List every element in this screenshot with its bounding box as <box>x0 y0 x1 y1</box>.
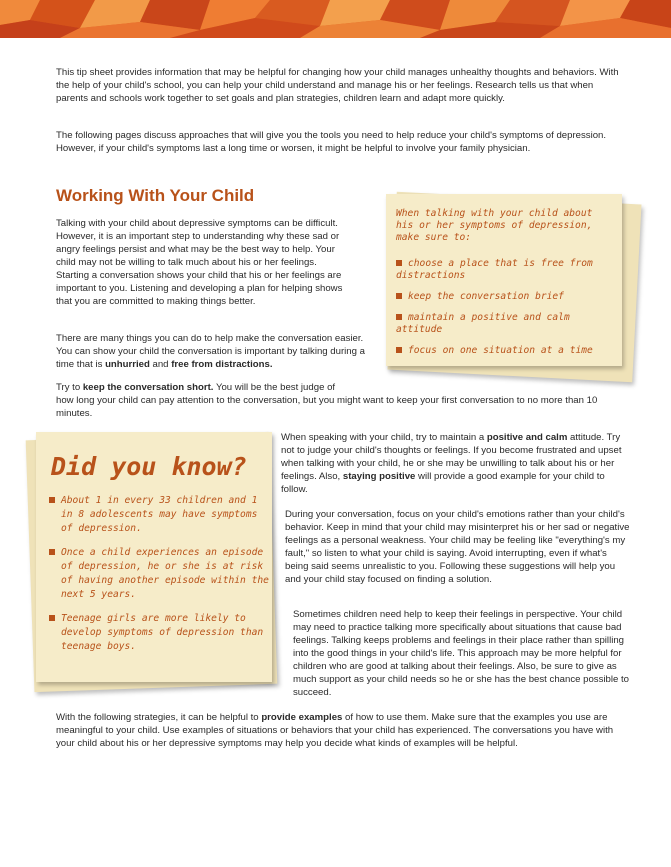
fact-item: Once a child experiences an episode of depression, he or she is at risk of having another episode within the next 5 years. <box>49 546 269 602</box>
did-you-know-title: Did you know? <box>51 452 247 481</box>
tip-item: choose a place that is free from distractions <box>396 258 593 281</box>
tip-item: maintain a positive and calm attitude <box>396 312 570 335</box>
right-paragraph-2: During your conversation, focus on your child's emotions rather than your child's behavior. Keep in mind that your child may misinterpret his or her sad or negative feelings as a personal weakness. Your child may be feeling like "everything's my fault," so listen to what your child is saying. Avoid interrupting, even if what's being said seems unrealistic to you. Following these suggestions will help you and your child stay focused on finding a solution. <box>285 509 630 585</box>
fact-item: About 1 in every 33 children and 1 in 8 adolescents may have symptoms of depression. <box>49 494 269 536</box>
fact-item: Teenage girls are more likely to develop symptoms of depression than teenage boys. <box>49 612 269 654</box>
tip-list <box>396 258 606 366</box>
did-you-know-list <box>49 494 269 664</box>
bullet-square-icon <box>49 497 55 503</box>
bullet-square-icon <box>49 549 55 555</box>
decorative-banner <box>0 0 671 38</box>
section-paragraph-2: There are many things you can do to help make the conversation easier. You can show your child the conversation is important by talking during a time that is unhurried and free from distractions. <box>56 333 365 370</box>
tip-note-title: When talking with your child about his or her symptoms of depression, make sure to: <box>396 208 593 243</box>
intro-paragraph-1: This tip sheet provides information that may be helpful for changing how your child manages unhealthy thoughts and behaviors. With the help of your child's school, you can help your child understand and manage his or her feelings. Research tells us that when parents and schools work together to set goals and plan strategies, children learn and adapt more quickly. <box>56 67 619 104</box>
section-heading: Working With Your Child <box>56 186 255 205</box>
bullet-square-icon <box>396 347 402 353</box>
bullet-square-icon <box>396 260 402 266</box>
bullet-square-icon <box>396 293 402 299</box>
tip-item: keep the conversation brief <box>396 291 606 303</box>
intro-paragraph-2: The following pages discuss approaches that will give you the tools you need to help reduce your child's symptoms of depression. However, if your child's symptoms last a long time or worsen, it might be helpful to involve your family physician. <box>56 130 607 154</box>
tip-item: focus on one situation at a time <box>396 345 606 357</box>
section-paragraph-1: Talking with your child about depressive symptoms can be difficult. However, it is an important step to understanding why these sad or angry feelings persist and what may be the best way to help. Your child may not be willing to talk much about his or her feelings. Starting a conversation shows your child that his or her feelings are important to you. Listening and developing a plan for helping shows that you are committed to making things better. <box>56 218 343 307</box>
bullet-square-icon <box>396 314 402 320</box>
right-paragraph-1: When speaking with your child, try to maintain a positive and calm attitude. Try not to judge your child's thoughts or feelings. If you become frustrated and upset when talking with your child, he or she may be unwilling to talk about his or her feelings. Also, staying positive will provide a good example for your child to follow. <box>281 432 622 495</box>
section-paragraph-3: Try to keep the conversation short. You will be the best judge of how long your child can pay attention to the conversation, but you might want to keep your first conversation to no more than 10 minutes. <box>56 382 598 419</box>
bullet-square-icon <box>49 615 55 621</box>
closing-paragraph: With the following strategies, it can be helpful to provide examples of how to use them. Make sure that the examples you use are meaningful to your child. Use examples of situations or behaviors that your child has experienced. The conversations you have with your child about his or her depressive symptoms may help you decide what kinds of examples will be helpful. <box>56 712 614 749</box>
right-paragraph-3: Sometimes children need help to keep their feelings in perspective. Your child may need to practice talking more specifically about situations that cause bad feelings. Talking keeps problems and feelings in their place rather than spilling into the good things in your child's life. This approach may be more helpful for children who are good at talking about their feelings. Also, be sure to give as much support as your child needs so he or she has the best chance possible to succeed. <box>293 609 629 698</box>
